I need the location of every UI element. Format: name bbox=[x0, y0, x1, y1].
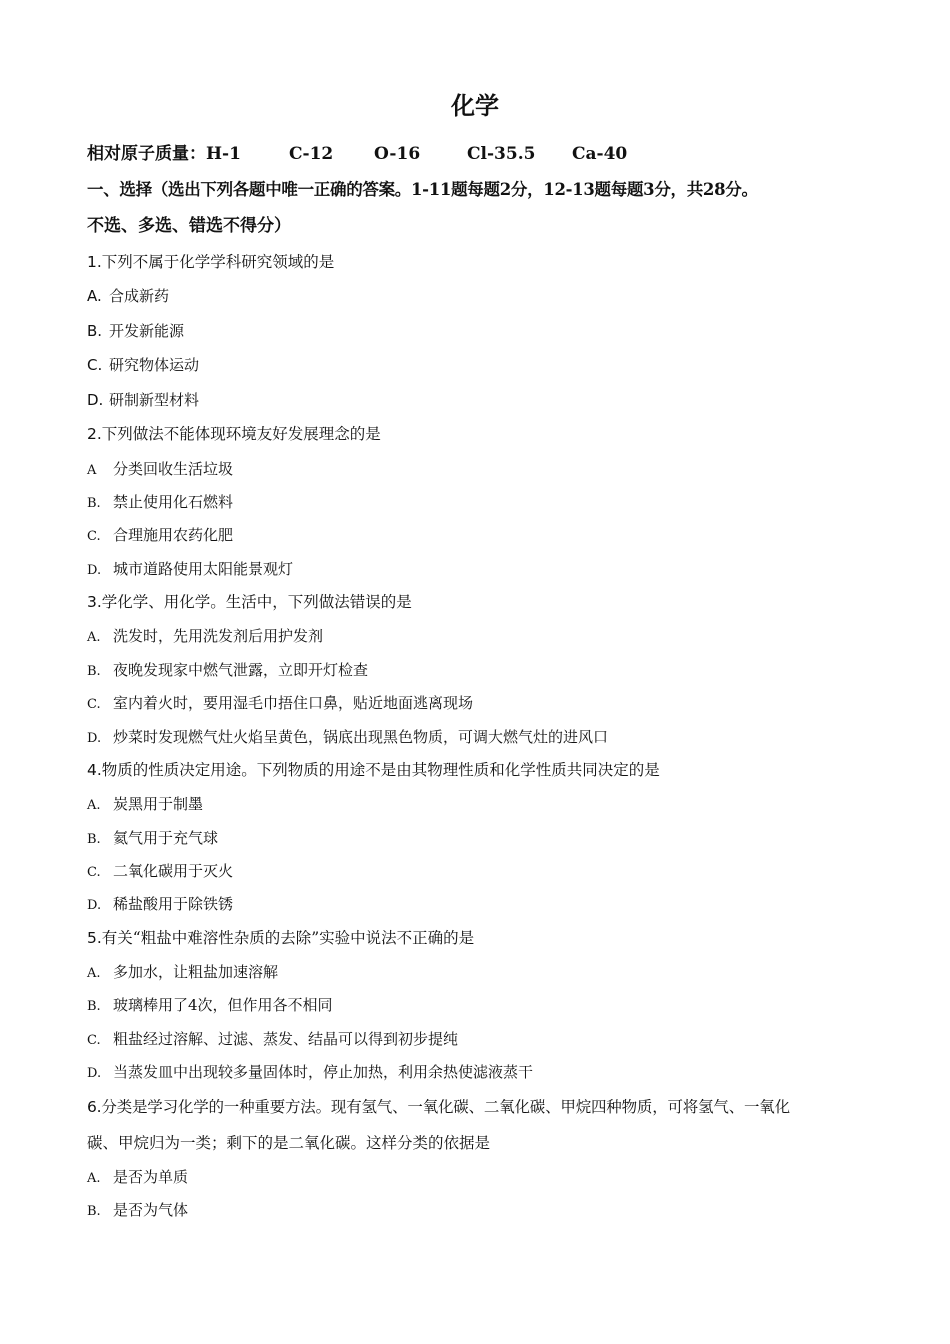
question-2 bbox=[87, 423, 381, 445]
question-number: 5. bbox=[87, 929, 102, 947]
question-3-option-b bbox=[87, 659, 368, 683]
question-number: 6. bbox=[87, 1098, 102, 1116]
question-2-option-a bbox=[87, 458, 233, 482]
question-text: 分类是学习化学的一种重要方法。现有氢气、一氧化碳、二氧化碳、甲烷四种物质，可将氢气、一氧化 bbox=[101, 1098, 790, 1116]
question-5-option-a bbox=[87, 961, 278, 985]
option-text: 开发新能源 bbox=[109, 322, 185, 340]
atomic-mass-item: C-12 bbox=[289, 144, 334, 164]
atomic-mass-item: Cl-35.5 bbox=[467, 144, 536, 164]
option-text: 禁止使用化石燃料 bbox=[113, 493, 234, 511]
option-letter: D. bbox=[87, 391, 104, 409]
option-letter: A. bbox=[87, 1171, 101, 1186]
atomic-mass-line bbox=[87, 143, 627, 165]
option-text: 炭黑用于制墨 bbox=[113, 795, 204, 813]
option-letter: D. bbox=[87, 563, 102, 578]
option-text: 分类回收生活垃圾 bbox=[113, 460, 234, 478]
question-1-option-c bbox=[87, 354, 199, 376]
atomic-mass-item: H-1 bbox=[206, 144, 241, 164]
question-5-option-c bbox=[87, 1028, 458, 1052]
page-title: 化学 bbox=[451, 92, 499, 120]
option-letter: C. bbox=[87, 356, 103, 374]
atomic-mass-item: O-16 bbox=[374, 144, 421, 164]
option-letter: C. bbox=[87, 529, 101, 544]
question-4-option-a bbox=[87, 793, 203, 817]
question-3-option-c bbox=[87, 692, 473, 716]
option-letter: D. bbox=[87, 1066, 102, 1081]
question-number: 4. bbox=[87, 761, 102, 779]
option-text: 炒菜时发现燃气灶火焰呈黄色，锅底出现黑色物质，可调大燃气灶的进风口 bbox=[113, 728, 609, 746]
question-3 bbox=[87, 591, 412, 613]
option-text: 洗发时，先用洗发剂后用护发剂 bbox=[113, 627, 324, 645]
section-heading-line2: 不选、多选、错选不得分） bbox=[87, 216, 291, 236]
question-6-option-b bbox=[87, 1199, 188, 1223]
question-3-option-a bbox=[87, 625, 323, 649]
section-heading-line1: 一、选择（选出下列各题中唯一正确的答案。1-11题每题2分，12-13题每题3分，共28分。 bbox=[87, 180, 758, 199]
option-letter: B. bbox=[87, 496, 101, 511]
option-letter: A bbox=[87, 463, 97, 478]
option-letter: D. bbox=[87, 898, 102, 913]
question-4-option-b bbox=[87, 827, 218, 851]
option-text: 是否为气体 bbox=[113, 1201, 189, 1219]
question-4-option-c bbox=[87, 860, 233, 884]
question-text: 有关“粗盐中难溶性杂质的去除”实验中说法不正确的是 bbox=[101, 929, 475, 947]
option-text: 研究物体运动 bbox=[109, 356, 200, 374]
question-6-option-a bbox=[87, 1166, 188, 1190]
question-3-option-d bbox=[87, 726, 608, 750]
option-text: 粗盐经过溶解、过滤、蒸发、结晶可以得到初步提纯 bbox=[113, 1030, 459, 1048]
option-letter: A. bbox=[87, 798, 101, 813]
option-text: 当蒸发皿中出现较多量固体时，停止加热，利用余热使滤液蒸干 bbox=[113, 1063, 534, 1081]
option-letter: A. bbox=[87, 966, 101, 981]
question-1 bbox=[87, 251, 334, 273]
question-4-option-d bbox=[87, 893, 233, 917]
option-text: 室内着火时，要用湿毛巾捂住口鼻，贴近地面逃离现场 bbox=[113, 694, 474, 712]
option-text: 二氧化碳用于灭火 bbox=[113, 862, 234, 880]
option-text: 合成新药 bbox=[109, 287, 170, 305]
question-1-option-a bbox=[87, 285, 169, 307]
question-5 bbox=[87, 927, 474, 949]
question-5-option-b bbox=[87, 994, 333, 1018]
option-text: 玻璃棒用了4次，但作用各不相同 bbox=[113, 996, 333, 1014]
option-letter: C. bbox=[87, 697, 101, 712]
option-letter: A. bbox=[87, 287, 102, 305]
question-text: 学化学、用化学。生活中，下列做法错误的是 bbox=[101, 593, 412, 611]
question-6 bbox=[87, 1096, 790, 1118]
atomic-mass-item: Ca-40 bbox=[572, 144, 628, 164]
question-text: 物质的性质决定用途。下列物质的用途不是由其物理性质和化学性质共同决定的是 bbox=[101, 761, 660, 779]
question-number: 3. bbox=[87, 593, 102, 611]
option-letter: B. bbox=[87, 322, 103, 340]
question-1-option-b bbox=[87, 320, 184, 342]
question-2-option-b bbox=[87, 491, 233, 515]
question-text: 下列做法不能体现环境友好发展理念的是 bbox=[101, 425, 381, 443]
option-letter: B. bbox=[87, 832, 101, 847]
option-text: 城市道路使用太阳能景观灯 bbox=[113, 560, 294, 578]
question-2-option-d bbox=[87, 558, 293, 582]
option-text: 稀盐酸用于除铁锈 bbox=[113, 895, 234, 913]
question-1-option-d bbox=[87, 389, 199, 411]
option-text: 是否为单质 bbox=[113, 1168, 189, 1186]
option-text: 氦气用于充气球 bbox=[113, 829, 219, 847]
question-4 bbox=[87, 759, 660, 781]
option-text: 夜晚发现家中燃气泄露，立即开灯检查 bbox=[113, 661, 369, 679]
option-letter: B. bbox=[87, 1204, 101, 1219]
question-5-option-d bbox=[87, 1061, 533, 1085]
question-6-continued: 碳、甲烷归为一类；剩下的是二氧化碳。这样分类的依据是 bbox=[87, 1134, 491, 1152]
question-2-option-c bbox=[87, 524, 233, 548]
option-text: 研制新型材料 bbox=[109, 391, 200, 409]
question-number: 2. bbox=[87, 425, 102, 443]
option-text: 多加水，让粗盐加速溶解 bbox=[113, 963, 279, 981]
option-letter: D. bbox=[87, 731, 102, 746]
question-text: 下列不属于化学学科研究领域的是 bbox=[101, 253, 335, 271]
option-letter: B. bbox=[87, 664, 101, 679]
option-letter: C. bbox=[87, 865, 101, 880]
option-letter: A. bbox=[87, 630, 101, 645]
atomic-mass-label: 相对原子质量： bbox=[87, 144, 206, 164]
option-letter: B. bbox=[87, 999, 101, 1014]
option-letter: C. bbox=[87, 1033, 101, 1048]
option-text: 合理施用农药化肥 bbox=[113, 526, 234, 544]
question-number: 1. bbox=[87, 253, 102, 271]
